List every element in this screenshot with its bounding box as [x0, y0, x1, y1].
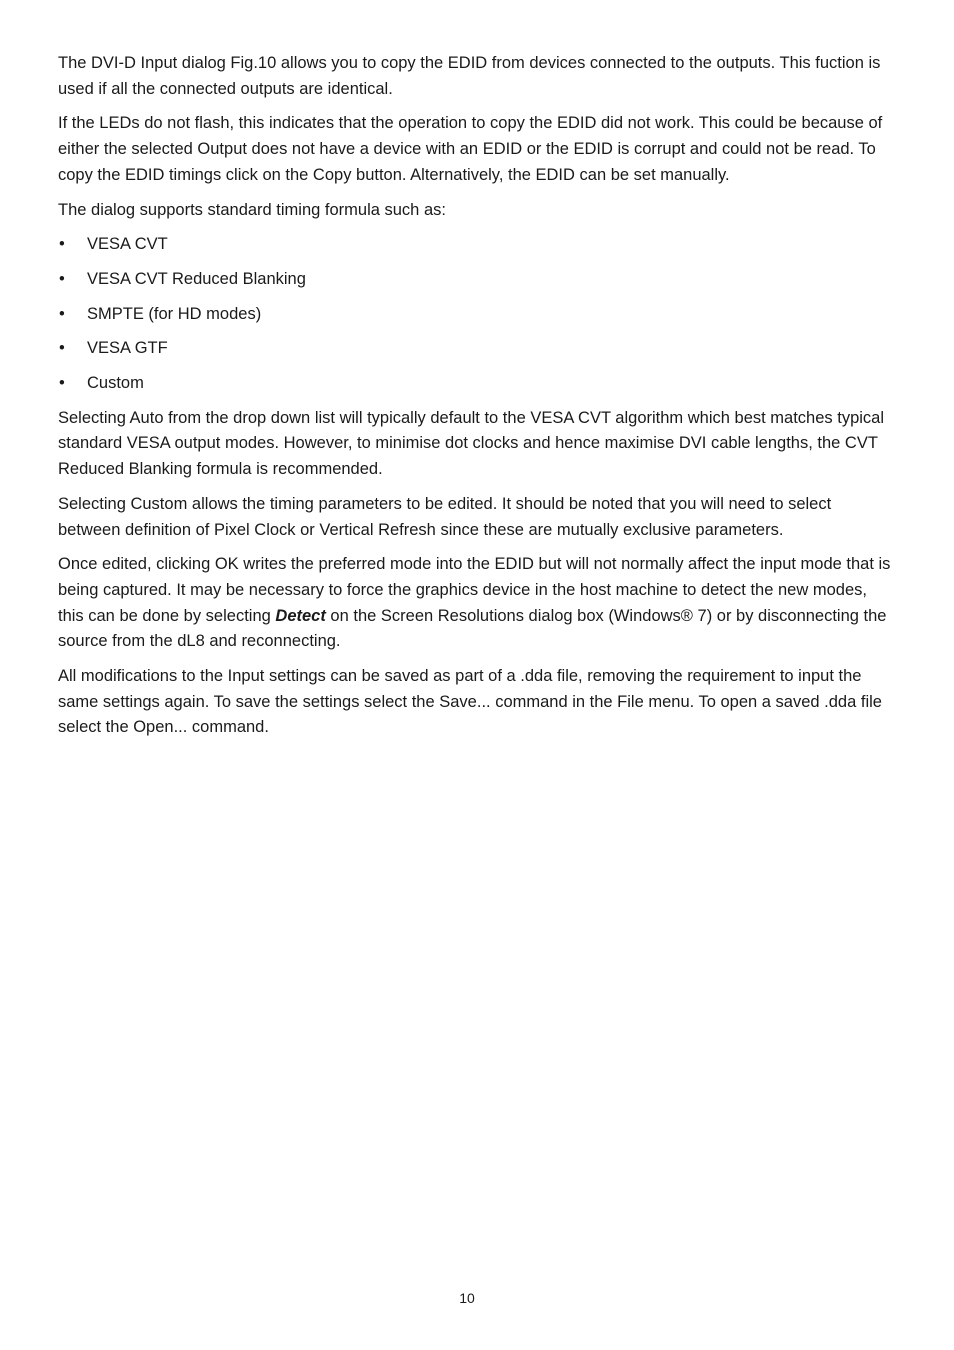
- paragraph-once-edited: Once edited, clicking OK writes the preferred mode into the EDID but will not normally affect the input mode that is being captured. It may be necessary to force the graphics device in the host machine to detect the new modes, this can be done by selecting Detect on the Screen Resolutions dialog box (Windows® 7) or by disconnecting the source from the dL8 and reconnecting.: [58, 555, 891, 651]
- bullet-icon: •: [59, 304, 65, 323]
- paragraph-custom-selection: Selecting Custom allows the timing parameters to be edited. It should be noted that you will need to select between definition of Pixel Clock or Vertical Refresh since these are mutually exclusive parameters.: [58, 494, 832, 539]
- list-item: • Custom: [58, 371, 894, 397]
- list-item: • VESA GTF: [58, 336, 894, 362]
- timing-formula-list: [58, 232, 894, 397]
- paragraph-led-explanation: If the LEDs do not flash, this indicates that the operation to copy the EDID did not work. This could be because of either the selected Output does not have a device with an EDID or the EDID is corrupt and could not be read. To copy the EDID timings click on the Copy button. Alternatively, the EDID can be set manually.: [58, 114, 883, 184]
- bullet-icon: •: [59, 269, 65, 288]
- detect-emphasis: Detect: [275, 606, 326, 625]
- paragraph-save-settings: All modifications to the Input settings can be saved as part of a .dda file, removing the requirement to input the same settings again. To save the settings select the Save... command in the File menu. To open a saved .dda file select the Open... command.: [58, 667, 882, 737]
- bullet-icon: •: [59, 339, 65, 358]
- paragraph-edid-copy-intro: The DVI-D Input dialog Fig.10 allows you to copy the EDID from devices connected to the outputs. This fuction is used if all the connected outputs are identical.: [58, 54, 881, 98]
- bullet-icon: •: [59, 374, 65, 393]
- paragraph-auto-selection: Selecting Auto from the drop down list will typically default to the VESA CVT algorithm which best matches typical standard VESA output modes. However, to minimise dot clocks and hence maximise DVI cable lengths, the CVT Reduced Blanking formula is recommended.: [58, 408, 885, 479]
- list-item: • VESA CVT Reduced Blanking: [58, 267, 894, 293]
- list-item: • SMPTE (for HD modes): [58, 302, 894, 328]
- list-item: • VESA CVT: [58, 232, 894, 258]
- bullet-icon: •: [59, 235, 65, 254]
- page-number: 10: [459, 1290, 475, 1306]
- document-body: [58, 51, 894, 750]
- paragraph-timing-formula-intro: The dialog supports standard timing formula such as:: [58, 200, 446, 219]
